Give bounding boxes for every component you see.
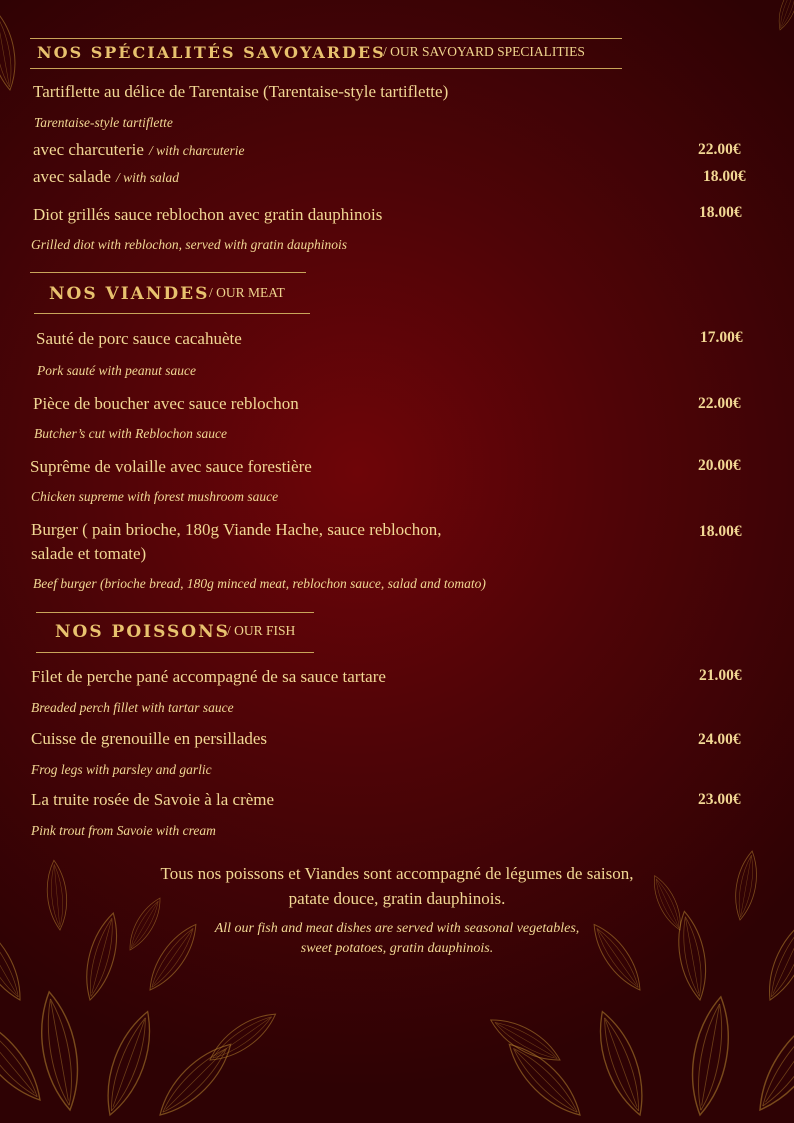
section-subtitle-meat: / OUR MEAT: [209, 285, 285, 300]
dish-name: Tartiflette au délice de Tarentaise (Tarentaise-style tartiflette): [33, 82, 449, 101]
section-title-fish: NOS POISSONS: [55, 622, 230, 642]
variant-row: [33, 167, 179, 187]
section-divider: [36, 652, 314, 653]
section-divider: [34, 313, 310, 314]
dish-description: Beef burger (brioche bread, 180g minced meat, reblochon sauce, salad and tomato): [33, 576, 486, 591]
dish-description: Grilled diot with reblochon, served with gratin dauphinois: [31, 237, 347, 252]
section-divider: [30, 272, 306, 273]
dish-name: Diot grillés sauce reblochon avec gratin dauphinois: [33, 205, 383, 224]
section-divider: [30, 38, 622, 39]
dish-name: Suprême de volaille avec sauce forestière: [30, 457, 312, 476]
dish-description: Pink trout from Savoie with cream: [31, 823, 216, 838]
section-divider: [36, 612, 314, 613]
dish-price: 24.00€: [698, 731, 741, 748]
footer-note-fr-line2: patate douce, gratin dauphinois.: [288, 889, 506, 908]
dish-price: 17.00€: [700, 329, 743, 346]
dish-name: La truite rosée de Savoie à la crème: [31, 790, 275, 809]
dish-price: 20.00€: [698, 457, 741, 474]
variant-label-en: / with salad: [115, 170, 179, 185]
variant-row: [33, 140, 244, 160]
dish-name: Burger ( pain brioche, 180g Viande Hache, sauce reblochon,: [31, 520, 442, 539]
variant-label-en: / with charcuterie: [148, 143, 245, 158]
dish-name: Sauté de porc sauce cacahuète: [36, 329, 242, 348]
dish-name: Pièce de boucher avec sauce reblochon: [33, 394, 299, 413]
dish-description: Pork sauté with peanut sauce: [37, 363, 196, 378]
section-subtitle-savoyard: / OUR SAVOYARD SPECIALITIES: [383, 44, 585, 59]
section-divider: [30, 68, 622, 69]
dish-price: 18.00€: [703, 168, 746, 185]
dish-price: 21.00€: [699, 667, 742, 684]
dish-name: Filet de perche pané accompagné de sa sauce tartare: [31, 667, 386, 686]
footer-note-en-line2: sweet potatoes, gratin dauphinois.: [300, 941, 494, 956]
dish-name-continued: salade et tomate): [31, 544, 147, 563]
dish-description: Butcher’s cut with Reblochon sauce: [34, 426, 227, 441]
dish-description: Frog legs with parsley and garlic: [31, 762, 212, 777]
dish-price: 22.00€: [698, 395, 741, 412]
variant-label: avec charcuterie: [33, 140, 144, 159]
section-title-meat: NOS VIANDES: [49, 284, 210, 304]
dish-description: Chicken supreme with forest mushroom sauce: [31, 489, 279, 504]
dish-price: 22.00€: [698, 141, 741, 158]
dish-price: 23.00€: [698, 791, 741, 808]
dish-price: 18.00€: [699, 523, 742, 540]
footer-note-en-line1: All our fish and meat dishes are served with seasonal vegetables,: [214, 921, 580, 936]
section-title-savoyard: NOS SPÉCIALITÉS SAVOYARDES: [37, 43, 386, 62]
footer-note-fr-line1: Tous nos poissons et Viandes sont accompagné de légumes de saison,: [160, 864, 634, 883]
dish-name: Cuisse de grenouille en persillades: [31, 729, 268, 748]
variant-label: avec salade: [33, 167, 111, 186]
section-subtitle-fish: / OUR FISH: [227, 623, 296, 638]
dish-description: Breaded perch fillet with tartar sauce: [31, 700, 234, 715]
dish-price: 18.00€: [699, 204, 742, 221]
dish-description: Tarentaise-style tartiflette: [34, 115, 173, 130]
